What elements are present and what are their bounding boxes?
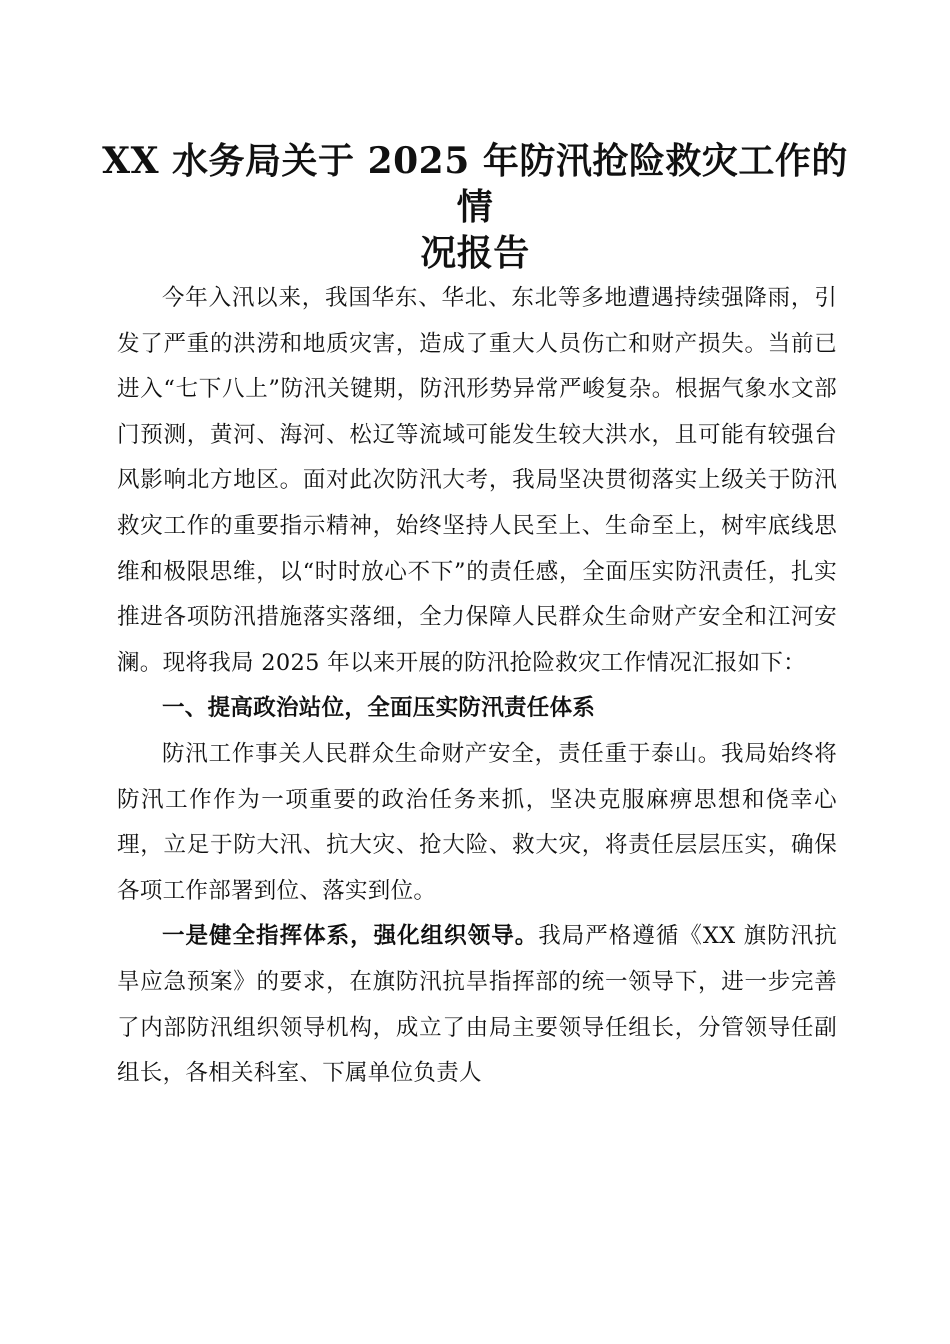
point-1-paragraph [117, 914, 837, 1096]
section-heading-1: 一、提高政治站位，全面压实防汛责任体系 [162, 695, 596, 722]
document-title [100, 138, 850, 276]
document-body [117, 276, 837, 1097]
intro-paragraph: 今年入汛以来，我国华东、华北、东北等多地遭遇持续强降雨，引发了严重的洪涝和地质灾害，造成了重大人员伤亡和财产损失。当前已进入“七下八上”防汛关键期，防汛形势异常严峻复杂。根据气象水文部门预测，黄河、海河、松辽等流域可能发生较大洪水，且可能有较强台风影响北方地区。面对此次防汛大考，我局坚决贯彻落实上级关于防汛救灾工作的重要指示精神，始终坚持人民至上、生命至上，树牢底线思维和极限思维，以“时时放心不下”的责任感，全面压实防汛责任，扎实推进各项防汛措施落实落细，全力保障人民群众生命财产安全和江河安澜。现将我局 2025 年以来开展的防汛抢险救灾工作情况汇报如下： [117, 285, 837, 676]
section-1-paragraph: 防汛工作事关人民群众生命财产安全，责任重于泰山。我局始终将防汛工作作为一项重要的政治任务来抓，坚决克服麻痹思想和侥幸心理，立足于防大汛、抗大灾、抢大险、救大灾，将责任层层压实，确保各项工作部署到位、落实到位。 [117, 740, 837, 904]
point-1-text: 我局严格遵循《XX 旗防汛抗旱应急预案》的要求，在旗防汛抗旱指挥部的统一领导下，进一步完善了内部防汛组织领导机构，成立了由局主要领导任组长，分管领导任副组长，各相关科室、下属单位负责人 [117, 923, 838, 1087]
title-line-1: XX 水务局关于 2025 年防汛抢险救灾工作的情 [102, 140, 848, 228]
title-line-2: 况报告 [420, 232, 530, 274]
point-1-lead: 一是健全指挥体系，强化组织领导。 [162, 923, 539, 950]
